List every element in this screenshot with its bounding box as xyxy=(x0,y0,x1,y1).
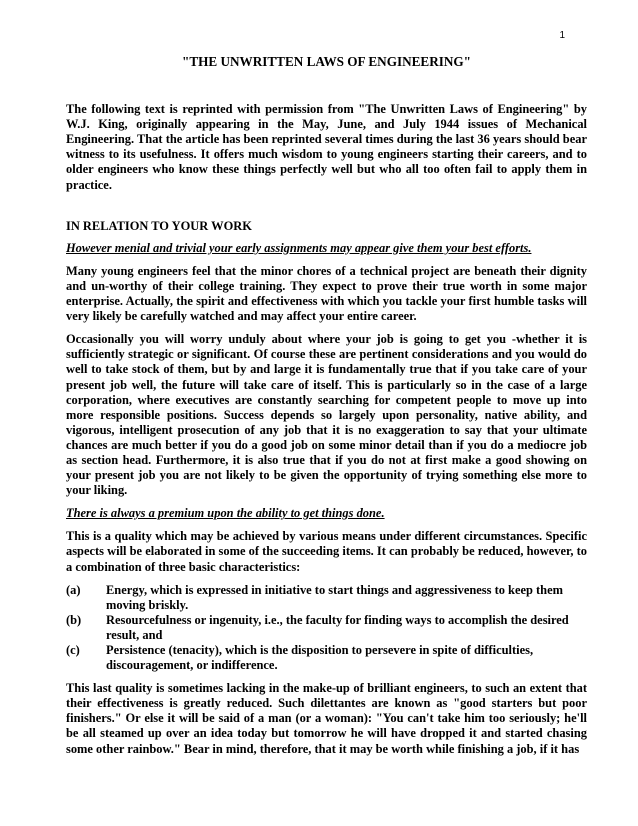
list-item xyxy=(66,613,587,643)
page-number: 1 xyxy=(559,30,565,41)
paragraph-last-quality: This last quality is sometimes lacking in the make-up of brilliant engineers, to such an extent that their effectiveness is greatly reduced. Such dilettantes are known as "good starters but poor finishers." Or else it will be said of a man (or a woman): "You can't take him too seriously; he'll be all steamed up over an idea today but tomorrow he will have dropped it and started chasing some other rainbow." Bear in mind, therefore, that it may be worth while finishing a job, if it has xyxy=(66,681,587,756)
list-marker: (a) xyxy=(66,582,81,597)
paragraph-three-characteristics: This is a quality which may be achieved by various means under different circumstances. Specific aspects will be elaborated in some of the succeeding items. It can probably be reduced, however, to a combination of three basic characteristics: xyxy=(66,529,587,574)
subheading-get-things-done: There is always a premium upon the ability to get things done. xyxy=(66,506,385,521)
document-body xyxy=(66,54,587,765)
section-heading: IN RELATION TO YOUR WORK xyxy=(66,218,252,233)
list-item xyxy=(66,643,587,673)
paragraph-minor-chores: Many young engineers feel that the minor chores of a technical project are beneath their dignity and un-worthy of their college training. They expect to prove their true worth in some major enterprise. Actually, the spirit and effectiveness with which you tackle your first humble tasks will very likely be carefully watched and may affect your entire career. xyxy=(66,263,587,324)
paragraph-worry-unduly: Occasionally you will worry unduly about where your job is going to get you -whether it is sufficiently strategic or significant. Of course these are pertinent considerations and you would do well to take stock of them, but by and large it is fundamentally true that if you take care of your present job well, the future will take care of itself. This is particularly so in the case of a large corporation, where executives are constantly searching for competent people to move up into more responsible positions. Success depends so largely upon personality, native ability, and vigorous, intelligent prosecution of any job that it is no exaggeration to say that your ultimate chances are much better if you do a good job on some minor detail than if you do a mediocre job as section head. Furthermore, it is also true that if you do not at first make a good showing on your present job you are not likely to be given the opportunity of trying something else more to your liking. xyxy=(66,332,587,498)
list-item-text: Energy, which is expressed in initiative to start things and aggressiveness to keep them moving briskly. xyxy=(106,582,563,612)
list-item xyxy=(66,583,587,613)
document-title: "THE UNWRITTEN LAWS OF ENGINEERING" xyxy=(182,54,471,69)
subheading-best-efforts: However menial and trivial your early assignments may appear give them your best efforts. xyxy=(66,240,532,255)
list-item-text: Persistence (tenacity), which is the disposition to persevere in spite of difficulties, discouragement, or indifference. xyxy=(106,643,534,673)
characteristics-list xyxy=(66,583,587,674)
intro-paragraph: The following text is reprinted with permission from "The Unwritten Laws of Engineering" by W.J. King, originally appearing in the May, June, and July 1944 issues of Mechanical Engineering. That the article has been reprinted several times during the last 36 years should bear witness to its usefulness. It offers much wisdom to young engineers starting their careers, and to older engineers who know these things perfectly well but who all too often fail to apply them in practice. xyxy=(66,102,587,192)
list-item-text: Resourcefulness or ingenuity, i.e., the faculty for finding ways to accomplish the desired result, and xyxy=(106,612,569,642)
list-marker: (b) xyxy=(66,612,82,627)
list-marker: (c) xyxy=(66,643,80,657)
